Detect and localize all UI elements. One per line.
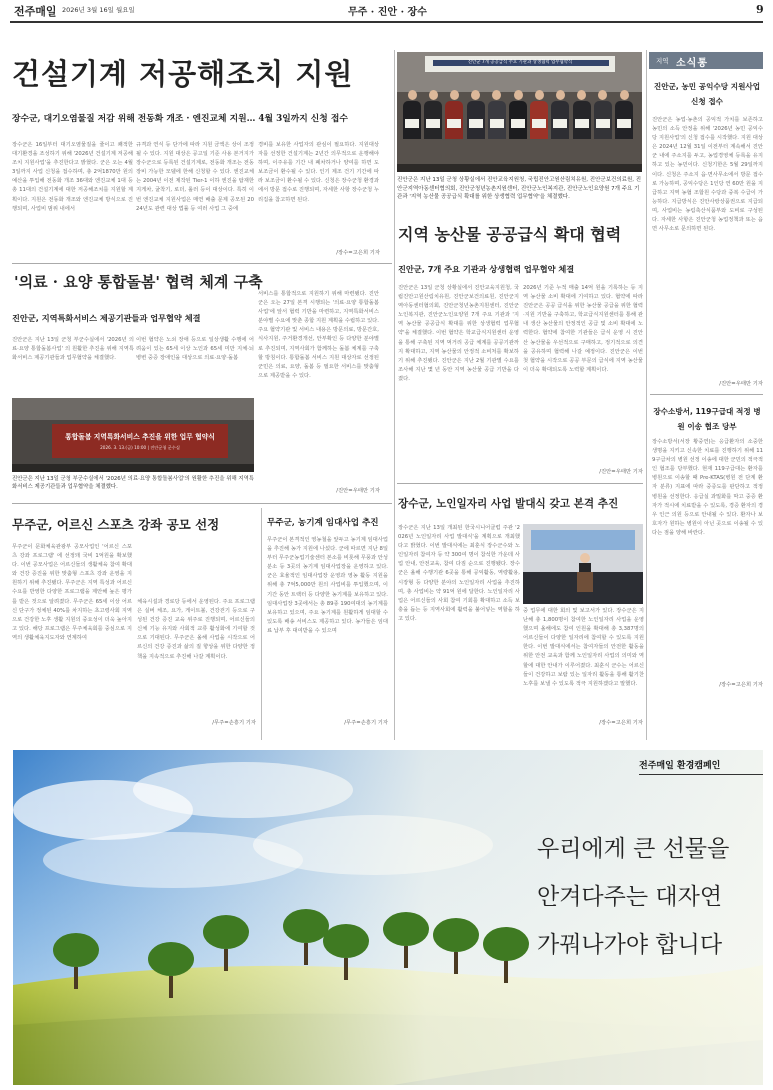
body-farm: 무주군이 본격적인 영농철을 앞두고 농기계 임대사업을 추진해 농가 지원에 나섰다. 군에 따르면 지난 8일부터 무주군농업기술센터 본소를 비롯해 무풍과 안성 분소 등 3곳의 농기계 임대사업장을 운영하고 있다. 군은 효율적인 임대사업장 운영과 영농 활동 지원을 위해 총 7억5,000만 원의 사업비를 투입했으며, 이 기간 동안 트랙터 등 다양한 농기계를 보유하고 있다. 임대사업장 3곳에서는 총 89종 190여대의 농기계를 보유하고 있으며, 주요 농기계를 원활하게 임대할 수 있도록 배송 서비스도 제공하고 있다. 농가들은 임대료 납부 후 대여받을 수 있으며	[267, 537, 388, 634]
subhead-ag: 진안군, 7개 주요 기관과 상생협력 업무협약 체결	[398, 264, 575, 274]
ad-campaign-rule	[639, 774, 763, 775]
photo-people	[403, 86, 638, 168]
person-figure	[594, 90, 612, 168]
body-construction-col2: 규격과 연식 등 단가에 따라 지원 금액은 상이 조정될 수 있다. 지원 대상은 공고일 기준 사용 본거지가 장수군으로 등록된 건설기계로, 전동화 개조는 전동장비 가능한 모델에 한해 신청할 수 있다. 엔진교체는 2004년 이전 제작된 Tier-1 이하 엔진을 탑재한 지게차, 굴착기, 로더, 롤러 등이 대상이다. 특히 이번 엔진교체 지원사업은 매연 배출 문제 공모된 2024년도 관련 대상 법률 등 여러 사업 그 중에	[136, 142, 254, 212]
headline-ag: 지역 농산물 공공급식 확대 협력	[398, 225, 622, 244]
mid-rule-left	[12, 503, 392, 504]
person-figure	[424, 90, 442, 168]
tree	[203, 915, 249, 971]
person-figure	[551, 90, 569, 168]
ad-slogan-line-3: 가꿔나가야 합니다	[537, 932, 723, 958]
person-figure	[403, 90, 421, 168]
mid-rule-right	[397, 483, 643, 484]
care-photo-date: 2026. 3. 13.(금) 10:00 | 진안군청 군수실	[100, 445, 180, 450]
header-rule	[10, 21, 763, 23]
photo-care-ceremony	[12, 398, 254, 472]
headline-construction: 건설기계 저공해조치 지원	[12, 57, 354, 91]
person-figure	[615, 90, 633, 168]
page-number: 9	[756, 3, 764, 16]
body-jobs-col1: 장수군은 지난 13일 개최된 한국시니어클럽 주관 '2026년 노인일자리 사업 발대식'을 계획으로 개최했다고 밝혔다. 이번 발대식에는 최훈식 장수군수와 노인일자리 참여자 등 약 300여 명이 참석한 가운데 사업 안내, 안전교육, 참여 다짐 순으로 진행됐다. 장수군은 올해 수행기관 6곳을 통해 공익활동, 역량활용, 시장형 등 다양한 분야의 노인일자리 사업을 추진하며, 총 사업비는 약 91억 원에 달한다. 노인일자리 사업은 어르신들의 사회 참여 기회를 확대하고 소득 보충을 돕는 등 지역사회에 활력을 불어넣는 역할을 하고 있다.	[398, 525, 520, 622]
ag-photo-caption: 진안군은 지난 13일 군청 상황실에서 진안교육지원청, 국립진안고원산림치유원, 진안군보건의료원, 진안군지역아동센터협의회, 진안군청년농촌지원센터, 진안군노인복지관, 진안군노인요양원 7개 주요 기관과 '지역 농산물 공공급식 확대를 위한 상생협력 업무협약'을 체결했다.	[397, 177, 642, 200]
byline-care: /진안=우태만 기자	[336, 488, 380, 494]
headline-sports: 무주군, 어르신 스포츠 강좌 공모 선정	[12, 517, 220, 532]
body-construction-col3: 경비를 보유한 사업자의 관심이 필요하다. 지원대상자를 선정한 건설기계는 2년간 의무적으로 운행해야 하며, 이주유를 기간 내 폐차하거나 양여를 하면 도 보조금이 환수될 수 있다. 인기 제조 건기 기간에 따라 보조금이 환수될 수 있다. 신청은 장수군청 환경과에서 방문 접수로 진행되며, 자세한 사항 장수군청 누리집을 참고하면 된다.	[258, 142, 379, 203]
photo-ag-ceremony	[397, 52, 642, 172]
subhead-construction: 장수군, 대기오염물질 저감 위해 전동화 개조 · 엔진교체 지원… 4월 3일까지 신청 접수	[12, 114, 348, 124]
photo-jobs-image	[523, 524, 643, 604]
issue-date: 2026년 3월 16일 월요일	[62, 6, 135, 14]
body-care-col3: 서비스를 통합적으로 지원하기 위해 마련됐다. 진안군은 오는 27일 본격 시행되는 '의료·요양 통합돌봄사업'에 앞서 협력 기반을 마련하고, 지역특화서비스 분야별 수요에 맞춘 종합 지원 계획을 수립하고 있다. 주요 협약기관 및 서비스 내용은 방문의료, 방문간호, 식사지원, 주거환경개선, 안부확인 등 다양한 분야별로 추진되며, 지역사회가 함께하는 돌봄 체계를 구축할 방침이다. 통합돌봄 서비스 지원 대상자로 선정된 군민은 의료, 요양, 돌봄 등 필요한 서비스를 맞춤형으로 제공받을 수 있다.	[258, 291, 379, 379]
tree	[483, 927, 529, 983]
person-figure	[488, 90, 506, 168]
body-care-col2: 이번 협약은 노쇠 장애 등으로 일상생활 수행에 어려움이 있는 65세 이상 노인과 65세 미만 지체·뇌병변 중증 장애인을 대상으로 의료·요양·돌봄	[136, 337, 254, 362]
tree	[383, 912, 429, 968]
sidebar-byline-1: /진안=우태만 기자	[719, 381, 763, 387]
body-care-col1: 진안군은 지난 13일 군청 부군수실에서 '2026년 의료·요양 통합돌봄사업' 의 원활한 추진을 위해 지역특화서비스 제공기관들과 업무협약을 체결했다.	[12, 337, 134, 362]
byline-farm: /무주=손흥기 기자	[344, 720, 388, 726]
subhead-care: 진안군, 지역특화서비스 제공기관들과 업무협약 체결	[12, 313, 201, 323]
col-divider-lower	[261, 508, 262, 740]
sidebar-title-2: 장수소방서, 119구급대 적정 병원 이송 협조 당부	[653, 407, 761, 431]
person-figure	[573, 90, 591, 168]
col-divider-sidebar	[646, 50, 647, 740]
body-jobs-col2: 중 업무에 대한 회의 및 보고서가 있다. 장수군은 지난해 총 1,800명이 참여한 노인일자리 사업을 운영했으며 올해에도 참여 인원을 확대해 총 3,387명의 어르신들이 다양한 일자리에 참여할 수 있도록 지원한다. 이번 발대식에서는 참여자들의 안전한 활동을 위한 안전 교육과 함께 노인일자리 사업의 의미와 역할에 대한 안내가 이루어졌다. 최훈식 군수는 어르신들이 건강하고 보람 있는 일자리 활동을 통해 활기찬 노후를 보낼 수 있도록 적극 지원하겠다고 말했다.	[523, 608, 644, 687]
sidebar-header	[649, 52, 763, 69]
body-sports-col2: 체육시설과 경로당 등에서 운영된다. 주요 프로그램은 실버 체조, 요가, 게이트볼, 건강걷기 등으로 구성된 건강 증진 교육 위주로 진행되며, 어르신들의 신체 기능 유지와 사회적 교류 활성화에 기여할 것으로 기대된다. 무주군은 올해 사업을 시작으로 어르신의 건강 증진과 삶의 질 향상을 위한 다양한 정책을 지속적으로 추진해 나갈 계획이다.	[137, 599, 255, 660]
care-photo-banner: 통합돌봄 지역특화서비스 추진을 위한 업무 협약식	[65, 433, 215, 441]
environment-ad	[13, 750, 763, 1085]
tree	[433, 918, 479, 974]
sidebar-header-big: 소식통	[676, 58, 708, 69]
tree	[53, 933, 99, 989]
sidebar-header-small: 지역	[656, 57, 669, 65]
headline-care: '의료 · 요양 통합돌봄' 협력 체계 구축	[14, 273, 263, 291]
byline-ag: /진안=우태만 기자	[599, 469, 643, 475]
headline-farm: 무주군, 농기계 임대사업 추진	[267, 518, 379, 528]
body-construction-col1: 장수군은 16일부터 대기오염물질을 줄이고 쾌적한 대기환경을 조성하기 위해 '2026년 건설기계 저공해조치 지원사업'을 추진한다고 밝혔다. 군은 오는 4월 3일까지 사업 신청을 접수하며, 총 2억1870만 원의 예산을 투입해 전동화 개조 36대와 엔진교체 1대 등 총 11대의 건설기계에 대한 저공해조치를 지원할 계획이다. 지원은 전동화 개조와 엔진교체 방식으로 진행되며, 사업비 범위 내에서	[12, 142, 133, 212]
photo-jobs-speaker	[523, 524, 643, 604]
care-top-rule	[12, 263, 392, 264]
person-figure	[509, 90, 527, 168]
sidebar-divider	[650, 394, 763, 395]
person-figure	[467, 90, 485, 168]
sidebar-body-2: 장수소방서(서장 황중연)는 응급환자의 소중한 생명을 지키고 신속한 치료를 진행하기 위해 119구급차의 병원 선정 이송에 대한 군민의 적극적인 협조를 당부했다. 현재 119구급대는 환자를 병원으로 이송할 때 Pre-KTAS(병원 전 단계 환자 분류) 지표에 따라 중증도를 판단하고 적정 병원을 선정한다. 응급실 과밀화를 막고 중증 환자가 적시에 치료받을 수 있도록, 경증 환자의 경우 인근 의원 등으로 안내될 수 있다. 환자나 보호자가 원하는 병원이 아닌 곳으로 이송될 수 있다는 점을 양해 바란다.	[652, 439, 763, 536]
ad-slogan-line-1: 우리에게 큰 선물을	[537, 836, 730, 862]
col-divider-main-right	[394, 50, 395, 740]
headline-jobs: 장수군, 노인일자리 사업 발대식 갖고 본격 추진	[398, 498, 619, 510]
section-title: 무주 · 진안 · 장수	[348, 7, 427, 18]
tree	[323, 924, 369, 980]
byline-sports: /무주=손흥기 기자	[212, 720, 256, 726]
paper-name: 전주매일	[14, 5, 57, 18]
person-figure	[445, 90, 463, 168]
sidebar-body-1: 진안군은 농업·농촌의 공익적 가치를 보존하고 농민의 소득 안정을 위해 '2026년 농민 공익수당 지원사업'의 신청 접수를 시작했다. 지원 대상은 2024년 12월 31일 이전부터 계속해서 진안군 내에 주소지를 두고, 농업경영체 등록을 유지하고 있는 농민이다. 신청기한은 5월 29일까지이다. 신청은 주소지 읍·면사무소에서 방문 접수로 가능하며, 공익수당은 1인당 연 60만 원을 지급하고 지역 농협 조합원 수당과 중복 수급이 가능하다. 지급방식은 진안사랑상품권으로 지급되며, 사업비는 농림축산식품부와 도비로 구성된다. 자세한 사항은 진안군청 농업정책과 또는 읍면 사무소로 문의하면 된다.	[652, 117, 763, 233]
tree	[148, 942, 194, 998]
ag-photo-banner: 진안군 7개 공공급식 주요 기관과 상생협력 업무협약식	[467, 60, 573, 65]
body-ag-col2: 2026년 기준 누적 매출 14억 원을 기록하는 등 지역 농산물 소비 확대에 기여하고 있다. 협약에 따라 진안군은 공공 급식을 위한 농산물 공급을 위한 협력·지원 기반을 구축하고, 학교급식지원센터를 통해 관내 생산 농산물의 안정적인 공급 및 소비 확대에 노력한다. 협약에 참여한 기관들은 급식 운영 시 진안산 농산물을 우선적으로 구매하고, 정기적으로 의견을 공유하며 협력해 나갈 예정이다. 진안군은 이번 첫 협약을 시작으로 공공 부문의 급식에 지역 농산물이 더욱 확대되도록 노력할 계획이다.	[523, 285, 643, 373]
care-photo-caption: 진안군은 지난 13일 군청 부군수실에서 '2026년 의료·요양 통합돌봄사업'의 원활한 추진을 위해 지역특화서비스 제공기관들과 업무협약을 체결했다.	[12, 476, 254, 491]
sidebar-title-1: 진안군, 농민 공익수당 지원사업 신청 접수	[653, 82, 761, 106]
body-ag-col1: 진안군은 13일 군청 상황실에서 진안교육지원청, 국립진안고원산림치유원, 진안군보건의료원, 진안군지역아동센터협의회, 진안군청년농촌지원센터, 진안군노인복지관, 진안군노인요양원 7개 주요 기관과 '지역 농산물 공공급식 확대를 위한 상생협력 업무협약'을 체결했다. 이번 협약은 학교급식지원센터 운영을 통해 구축된 지역 먹거리 공급 체계를 공공기관까지 확대하고, 지역 농산물의 안정적 소비처를 확보하기 위해 추진됐다. 진안군은 지난 2월 기관별 수요를 조사해 지난 몇 년 동안 지역 농산물 공급 기반을 다졌다.	[398, 285, 519, 382]
person-figure	[530, 90, 548, 168]
tree-row	[53, 900, 573, 1010]
byline-construction: /장수=고은희 기자	[336, 250, 380, 256]
ad-slogan-line-2: 안겨다주는 대자연	[537, 884, 723, 910]
byline-jobs: /장수=고은희 기자	[599, 720, 643, 726]
sidebar-byline-2: /장수=고은희 기자	[719, 682, 763, 688]
ad-campaign-label: 전주매일 환경캠페인	[639, 761, 721, 771]
body-sports-col1: 무주군이 문화체육관광부 공모사업인 '어르신 스포츠 강좌 프로그램' 에 선정돼 국비 1억원을 확보했다. 이번 공모사업은 어르신들의 생활체육 참여 확대와 건강 증진을 위한 맞춤형 스포츠 강좌 운영을 지원하기 위해 추진됐다. 무주군은 지역 특성과 어르신 수요를 반영한 다양한 프로그램을 제안해 높은 평가를 받은 것으로 알려졌다. 무주군은 65세 이상 어르신 단구가 정체된 40%를 차지하는 초고령사회 지역으로 건강한 노후 생활 지원의 중요성이 더욱 높아지고 있다. 해당 프로그램은 무주체육회를 중심으로 지역의 생활체육지도자와 연계하여	[12, 544, 132, 641]
masthead	[0, 0, 773, 22]
